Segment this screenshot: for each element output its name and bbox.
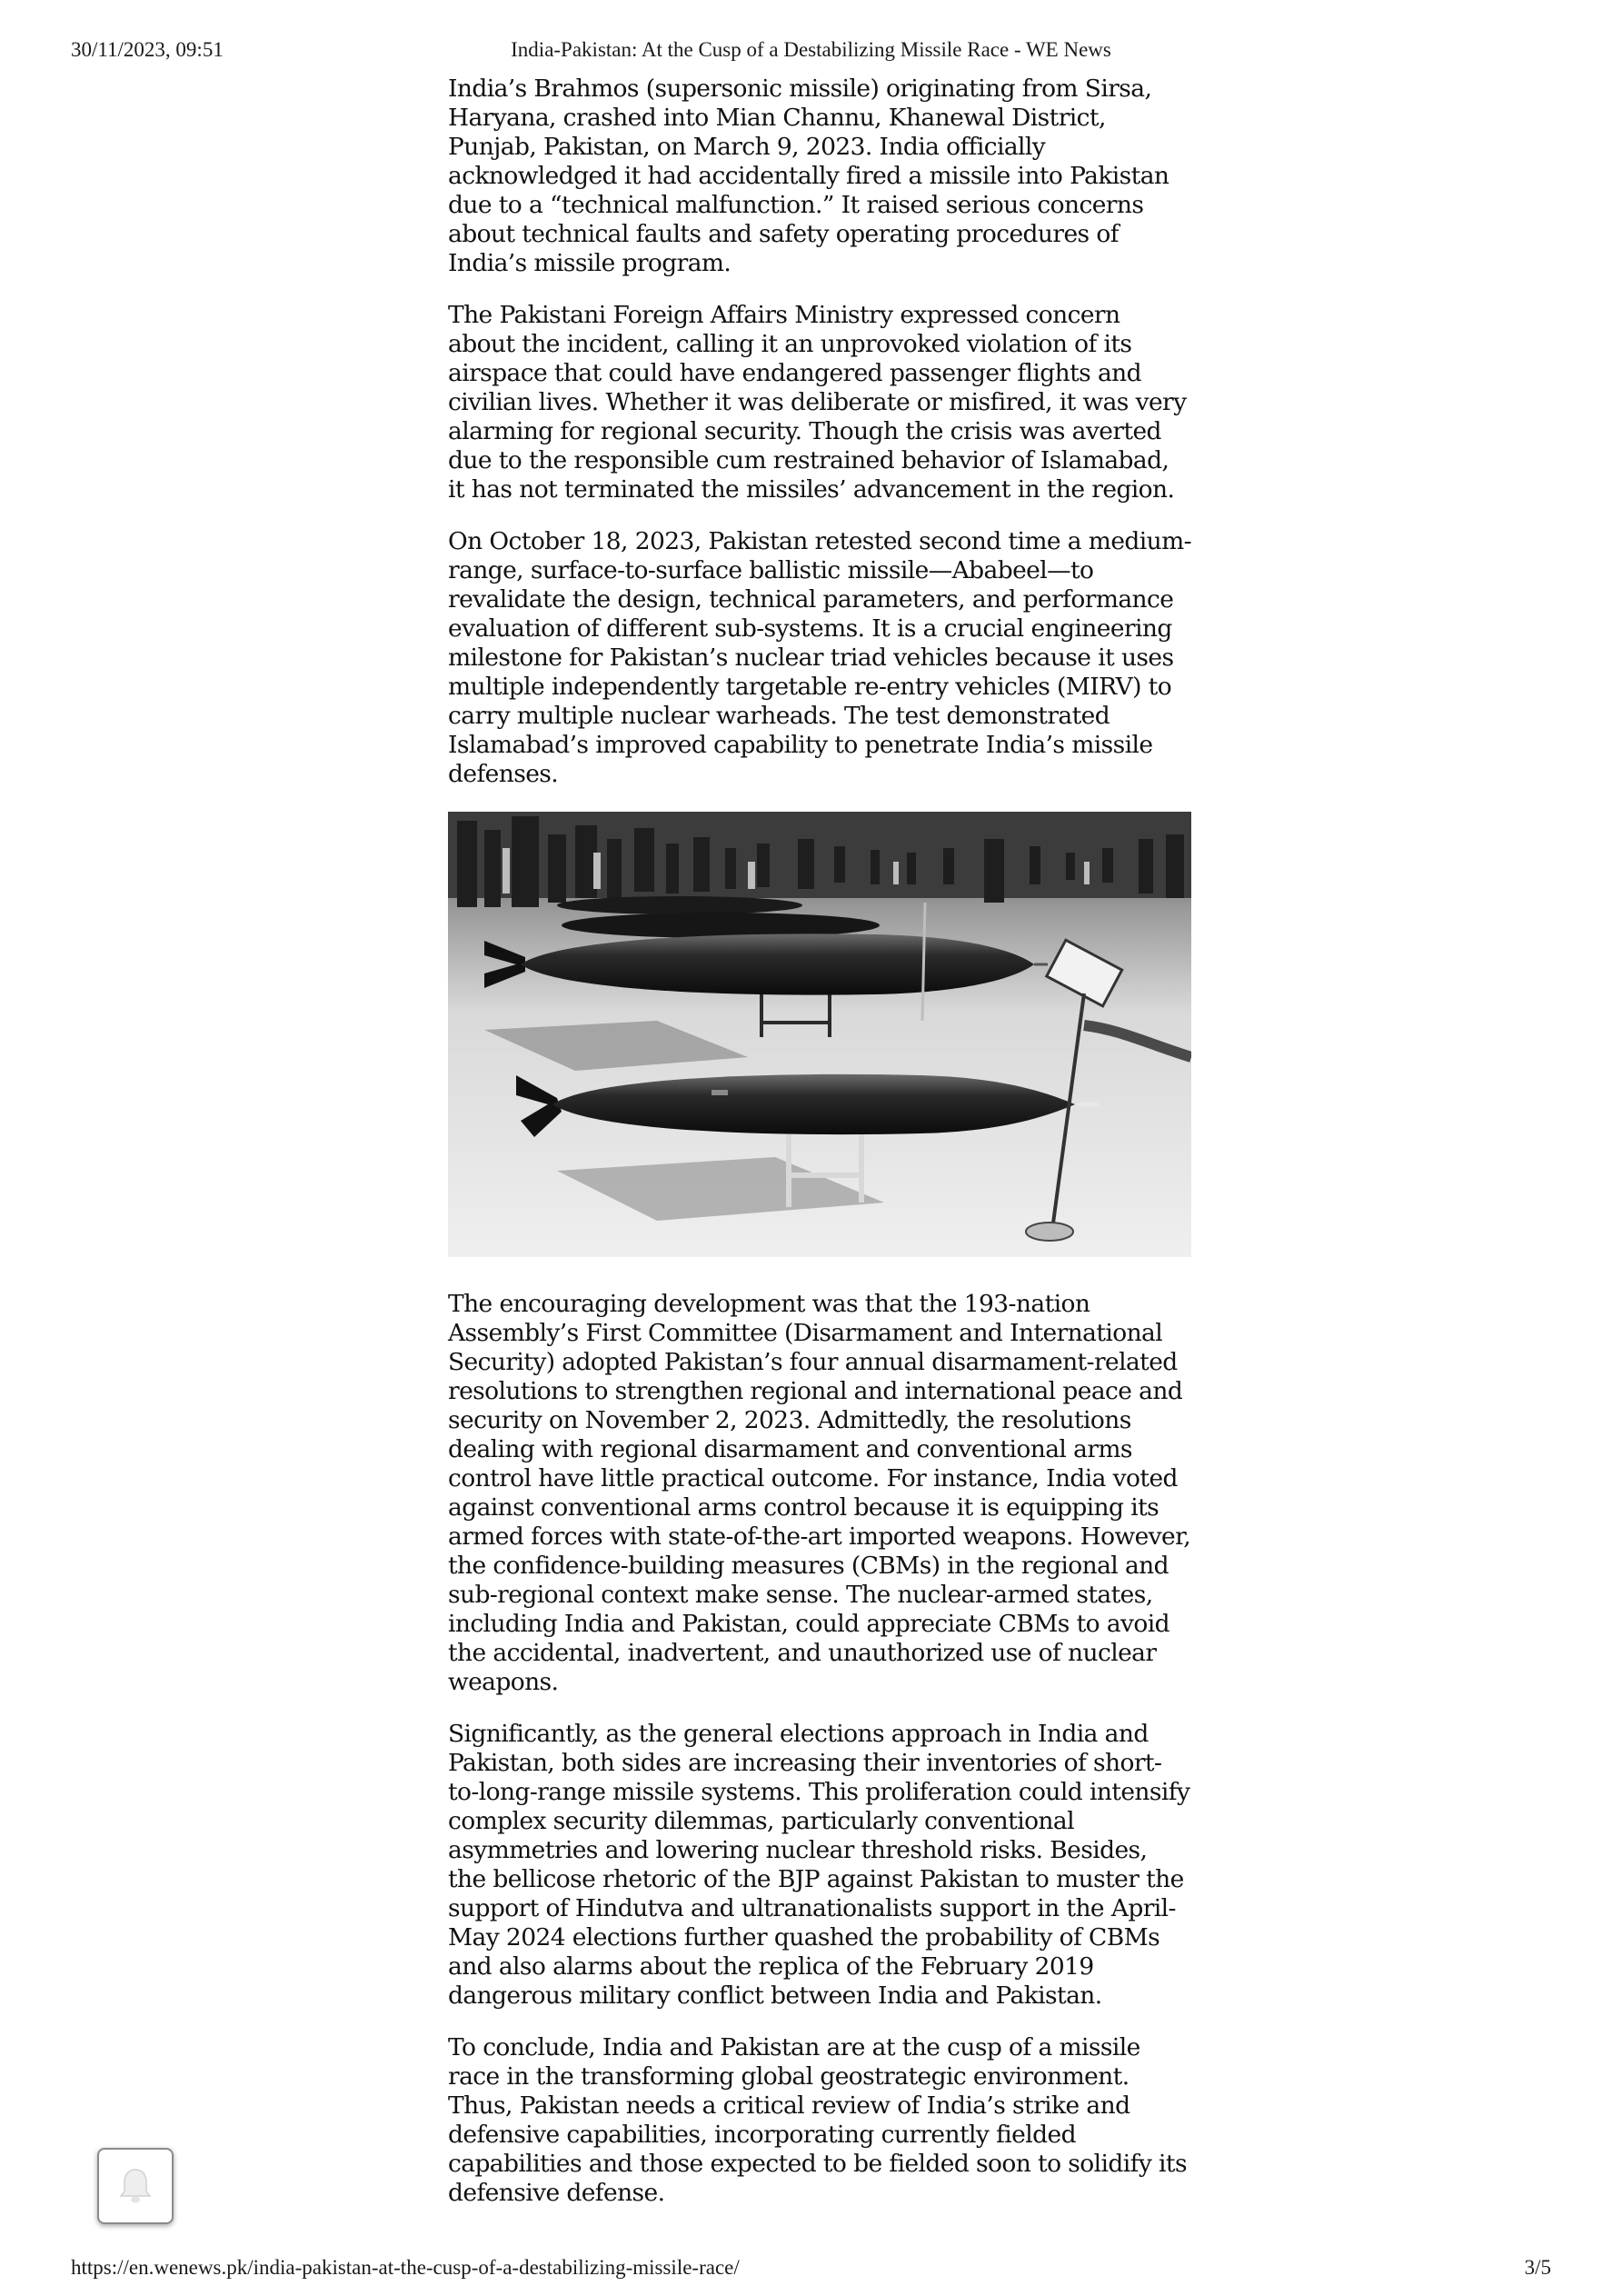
notification-button[interactable]	[97, 2148, 174, 2224]
article-paragraph: To conclude, India and Pakistan are at the cusp of a missile race in the transforming global geostrategic environment. Thus, Pakistan needs a critical review of India’s strike and defensive capabilities, incorporating currently fielded capabilities and those expected to be fielded soon to solidify its defensive defense.	[448, 2033, 1187, 2207]
article-paragraph: On October 18, 2023, Pakistan retested second time a medium-range, surface-to-surface ballistic missile—Ababeel—to revalidate the design, technical parameters, and performance evaluation of different sub-systems. It is a crucial engineering milestone for Pakistan’s nuclear triad vehicles because it uses multiple independently targetable re-entry vehicles (MIRV) to carry multiple nuclear warheads. The test demonstrated Islamabad’s improved capability to penetrate India’s missile defenses.	[448, 527, 1192, 788]
article-paragraph: The Pakistani Foreign Affairs Ministry expressed concern about the incident, calling it an unprovoked violation of its airspace that could have endangered passenger flights and civilian lives. Whether it was deliberate or misfired, it was very alarming for regional security. Though the crisis was averted due to the responsible cum restrained behavior of Islamabad, it has not terminated the missiles’ advancement in the region.	[448, 301, 1187, 504]
bell-icon	[117, 2166, 154, 2206]
print-url: https://en.wenews.pk/india-pakistan-at-the-cusp-of-a-destabilizing-missile-race/	[71, 2256, 740, 2279]
article-paragraph: India’s Brahmos (supersonic missile) originating from Sirsa, Haryana, crashed into Mian Channu, Khanewal District, Punjab, Pakistan, on March 9, 2023. India officially acknowledged it had accidentally fired a missile into Pakistan due to a “technical malfunction.” It raised serious concerns about technical faults and safety operating procedures of India’s missile program.	[448, 75, 1169, 277]
article-paragraph: The encouraging development was that the 193-nation Assembly’s First Committee (Disarmament and International Security) adopted Pakistan’s four annual disarmament-related resolutions to strengthen regional and international peace and security on November 2, 2023. Admittedly, the resolutions dealing with regional disarmament and conventional arms control have little practical outcome. For instance, India voted against conventional arms control because it is equipping its armed forces with state-of-the-art imported weapons. However, the confidence-building measures (CBMs) in the regional and sub-regional context make sense. The nuclear-armed states, including India and Pakistan, could appreciate CBMs to avoid the accidental, inadvertent, and unauthorized use of nuclear weapons.	[448, 1290, 1191, 1696]
print-page-title: India-Pakistan: At the Cusp of a Destabilizing Missile Race - WE News	[511, 38, 1111, 61]
print-timestamp: 30/11/2023, 09:51	[71, 38, 224, 61]
article-body	[448, 75, 1191, 2208]
article-photo-missiles	[448, 812, 1191, 1257]
print-page-number: 3/5	[1524, 2256, 1551, 2279]
article-paragraph: Significantly, as the general elections approach in India and Pakistan, both sides are increasing their inventories of short-to-long-range missile systems. This proliferation could intensify complex security dilemmas, particularly conventional asymmetries and lowering nuclear threshold risks. Besides, the bellicose rhetoric of the BJP against Pakistan to muster the support of Hindutva and ultranationalists support in the April-May 2024 elections further quashed the probability of CBMs and also alarms about the replica of the February 2019 dangerous military conflict between India and Pakistan.	[448, 1720, 1190, 2010]
print-header	[71, 38, 1551, 65]
print-footer	[71, 2256, 1551, 2283]
